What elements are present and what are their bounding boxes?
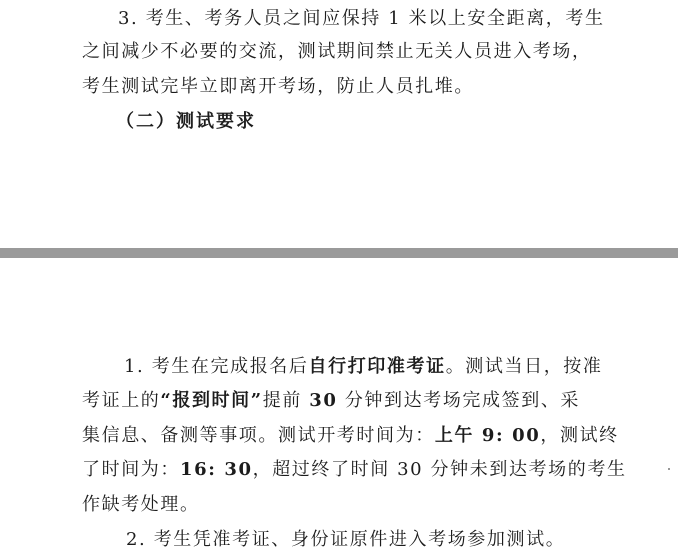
item-1-line-1-text-b: 。测试当日，按准	[445, 356, 603, 377]
item-1-line-3	[82, 425, 619, 447]
page-separator	[0, 248, 678, 258]
item-1-line-2-text-a: 考证上的	[82, 390, 161, 411]
item-1-minutes-early: 30	[309, 390, 338, 411]
item-1-report-time: “报到时间”	[160, 390, 263, 411]
item-1-line-2-text-c: 分钟到达考场完成签到、采	[344, 390, 581, 411]
document-page-top	[0, 0, 678, 248]
section-heading-test-requirements: （二）测试要求	[116, 111, 256, 132]
item-1-print-admission-ticket: 自行打印准考证	[308, 356, 446, 377]
paragraph-3-line-1: 3. 考生、考务人员之间应保持 1 米以上安全距离，考生	[118, 8, 605, 29]
item-1-end-time: 16: 30	[180, 459, 253, 480]
paragraph-3-line-3: 考生测试完毕立即离开考场，防止人员扎堆。	[82, 76, 474, 97]
item-1-line-4-text-a: 了时间为：	[82, 459, 180, 480]
item-1-line-5: 作缺考处理。	[82, 494, 200, 515]
document-page-bottom	[0, 258, 678, 556]
item-1-line-4	[82, 459, 627, 481]
item-1-line-2-text-b: 提前	[262, 390, 302, 411]
item-1-line-1	[124, 356, 603, 378]
item-2-line-1: 2. 考生凭准考证、身份证原件进入考场参加测试。	[126, 529, 566, 550]
item-1-start-time: 上午 9: 00	[434, 425, 541, 446]
item-1-line-3-text-b: ，测试终	[540, 425, 619, 446]
item-1-line-3-text-a: 集信息、备测等事项。测试开考时间为：	[82, 425, 435, 446]
item-1-line-4-text-b: ，超过终了时间 30 分钟未到达考场的考生	[252, 459, 627, 480]
item-1-line-2	[82, 390, 580, 412]
paragraph-3-line-2: 之间减少不必要的交流，测试期间禁止无关人员进入考场，	[82, 41, 592, 62]
scan-speck	[668, 468, 670, 470]
item-1-line-1-text-a: 1. 考生在完成报名后	[124, 356, 309, 377]
